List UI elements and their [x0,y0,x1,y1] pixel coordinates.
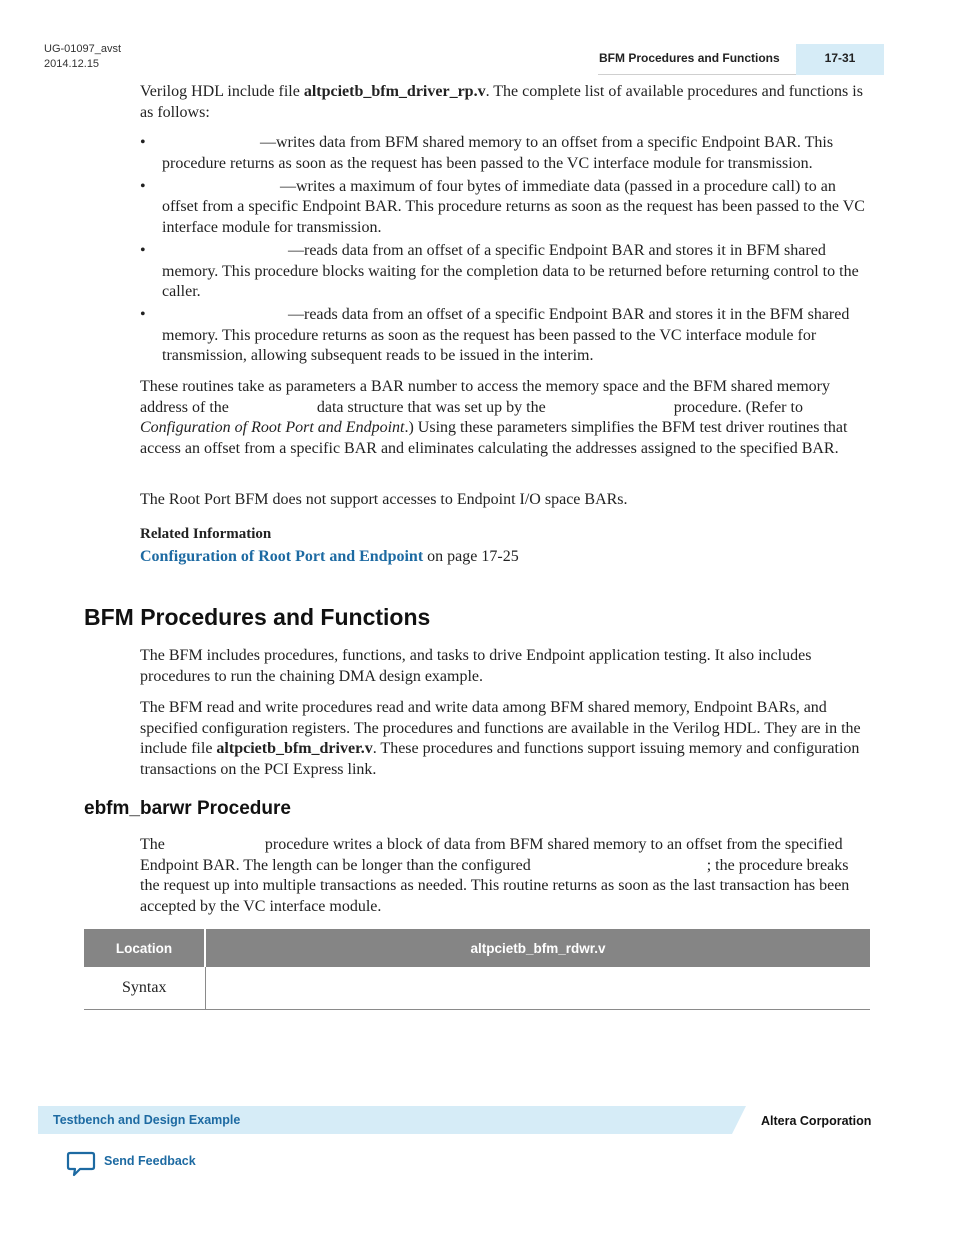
io-note: The Root Port BFM does not support accesses to Endpoint I/O space BARs. [140,491,628,508]
footer-chapter-title: Testbench and Design Example [53,1113,241,1127]
table-cell-syntax-label: Syntax [84,967,205,1010]
doc-date: 2014.12.15 [44,58,100,70]
subsection-paragraph: The procedure writes a block of data from BFM shared memory to an offset from the specified Endpoint BAR. The length can be longer than the configured ; the procedure breaks the request up into multiple transactions as needed. This routine returns as soon as the last transaction has been accepted by the VC interface module. [140,836,850,915]
table-header-location: Location [84,929,205,967]
related-link[interactable]: Configuration of Root Port and Endpoint [140,548,424,565]
routines-paragraph: These routines take as parameters a BAR number to access the memory space and the BFM shared memory address of the data structure that was set up by the procedure. (Refer to Configuration of Root Port and Endpoint.) Using these parameters simplifies the BFM test driver routines that access an offset from a specific BAR and eliminates calculating the addresses assigned to the specified BAR. [140,378,848,457]
include-file-name: altpcietb_bfm_driver.v [216,740,373,758]
page-number: 17-31 [796,44,884,75]
driver-file-name: altpcietb_bfm_driver_rp.v [303,83,486,100]
cross-reference: Configuration of Root Port and Endpoint [140,419,405,437]
section-paragraph-1: The BFM includes procedures, functions, and tasks to drive Endpoint application testing. It also includes procedures to run the chaining DMA design example. [140,647,812,685]
header-rule [598,74,796,75]
doc-number: UG-01097_avst [44,43,122,55]
list-item: • —reads data from an offset of a specific Endpoint BAR and stores it in the BFM shared memory. This procedure returns as soon as the request has been passed to the VC interface module for transmission, allowing subsequent reads to be issued in the interim. [140,305,870,367]
procedure-list [140,133,870,370]
intro-paragraph: Verilog HDL include file altpcietb_bfm_driver_rp.v. The complete list of available procedures and functions is as follows: [140,83,863,121]
document-id [44,42,121,72]
subsection-heading: ebfm_barwr Procedure [84,798,291,819]
footer-company: Altera Corporation [761,1114,872,1128]
table-header-file: altpcietb_bfm_rdwr.v [205,929,870,967]
list-item: • —writes a maximum of four bytes of immediate data (passed in a procedure call) to an offset from a specific Endpoint BAR. This procedure returns as soon as the request has been passed to the VC interface module for transmission. [140,177,870,239]
running-header-title: BFM Procedures and Functions [599,51,780,65]
table-cell-syntax-value [205,967,870,1010]
list-item: • —reads data from an offset of a specific Endpoint BAR and stores it in BFM shared memory. This procedure blocks waiting for the completion data to be returned before returning control to the caller. [140,241,870,303]
feedback-icon[interactable] [66,1151,96,1177]
section-heading: BFM Procedures and Functions [84,604,431,630]
table-row [84,967,870,1010]
procedure-table [84,929,870,1010]
send-feedback-link[interactable]: Send Feedback [104,1154,196,1168]
list-item: • —writes data from BFM shared memory to an offset from a specific Endpoint BAR. This procedure returns as soon as the request has been passed to the VC interface module for transmission. [140,133,870,174]
table-header-row [84,929,870,967]
section-paragraph-2: The BFM read and write procedures read and write data among BFM shared memory, Endpoint BARs, and specified configuration registers. The procedures and functions are available in the Verilog HDL. They are in the include file altpcietb_bfm_driver.v. These procedures and functions support issuing memory and configuration transactions on the PCI Express link. [140,699,861,778]
related-information-heading: Related Information [140,526,272,542]
related-information: Configuration of Root Port and Endpoint on page 17-25 [140,548,519,565]
